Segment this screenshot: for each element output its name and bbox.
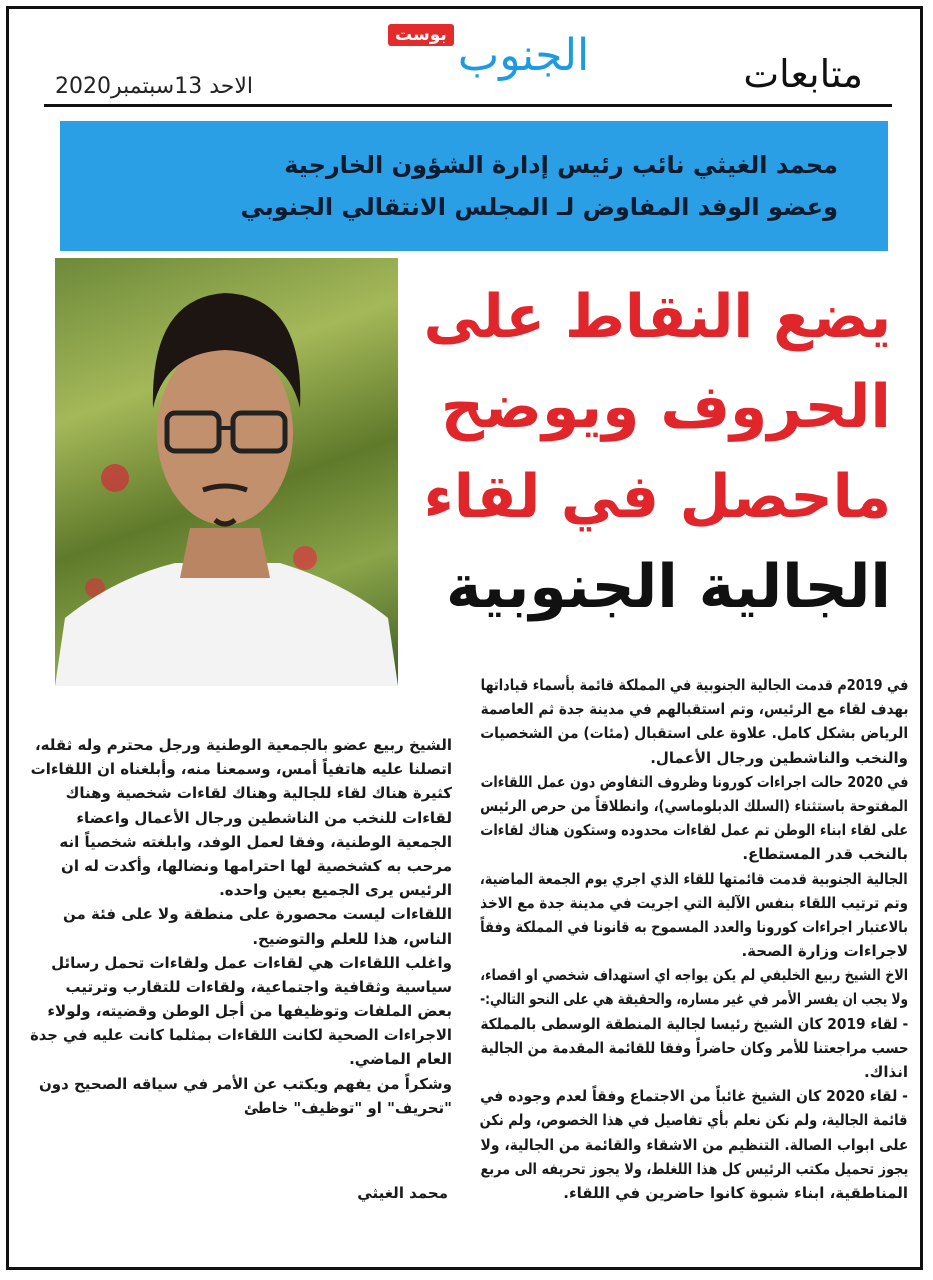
text-line: - لقاء 2019 كان الشيخ رئيسا لجالية المنطقة الوسطى بالمملكة bbox=[480, 1014, 908, 1033]
text-line: الرئيس يرى الجميع بعين واحده. bbox=[219, 881, 452, 900]
text-line: يجوز تحميل مكتب الرئيس كل هذا اللغلط، ولا يجوز تحريفه الى مربع bbox=[480, 1159, 908, 1178]
text-line: قائمة الجالية، ولم نكن نعلم بأي تفاصيل في هذا الخصوص، ولم نكن bbox=[480, 1111, 908, 1130]
text-line: الجمعية الوطنية، وفقا لعمل الوفد، وابلغته شخصياً انه bbox=[59, 832, 452, 851]
logo-name: الجنوب bbox=[457, 30, 590, 81]
banner-line: وعضو الوفد المفاوض لـ المجلس الانتقالي الجنوبي bbox=[240, 193, 838, 221]
text-line: لقاءات للنخب من الناشطين ورجال الأعمال واعضاء bbox=[76, 808, 452, 827]
text-line: مرحب به كشخصية لها احترامها ونضالها، وأكدت له ان bbox=[61, 856, 452, 875]
text-line: - لقاء 2020 كان الشيخ غائباً من الاجتماع وفقاً لعدم وجوده في bbox=[480, 1087, 908, 1106]
text-line: وتم ترتيب اللقاء بنفس الآلية التي اجريت في مدينة جدة مع الاخذ bbox=[480, 893, 908, 912]
text-line: واغلب اللقاءات هي لقاءات عمل ولقاءات تحمل رسائل bbox=[51, 953, 452, 972]
text-line: لاجراءات وزارة الصحة. bbox=[741, 942, 908, 961]
subtitle-banner bbox=[60, 121, 888, 251]
header-divider bbox=[44, 104, 892, 107]
headline-line: ماحصل في لقاء bbox=[423, 462, 891, 532]
main-headline bbox=[421, 272, 891, 632]
portrait-photo bbox=[55, 258, 398, 686]
text-line: في 2019م قدمت الجالية الجنوبية في المملكة قائمة بأسماء قياداتها bbox=[480, 676, 908, 694]
text-line: كثيرة هناك لقاء للجالية وهناك لقاءات شخصية وهناك bbox=[65, 784, 452, 803]
text-line: المفتوحة باستثناء (السلك الدبلوماسي)، وانطلاقاً من حرص الرئيس bbox=[480, 796, 908, 815]
text-line: بعض الملفات وتوظيفها من أجل الوطن وقضيته، ولولاء bbox=[47, 1002, 452, 1021]
text-line: اتصلنا عليه هاتفياً أمس، وسمعنا منه، وأبلغناه ان اللقاءات bbox=[30, 760, 452, 779]
text-line: الجالية الجنوبية قدمت قائمتها للقاء الذي اجري يوم الجمعة الماضية، bbox=[480, 869, 908, 888]
article-column-left bbox=[28, 733, 452, 1120]
text-line: سياسية وثقافية واجتماعية، ولقاءات للتقارب وترتيب bbox=[65, 977, 452, 996]
text-line: بالنخب قدر المستطاع. bbox=[742, 845, 908, 864]
banner-line: محمد الغيثي نائب رئيس إدارة الشؤون الخارجية bbox=[284, 151, 838, 179]
text-line: انذاك. bbox=[863, 1063, 908, 1081]
text-line: المناطقية، ابناء شبوة كانوا حاضرين في اللقاء. bbox=[563, 1183, 908, 1202]
text-line: ولا يجب ان يفسر الأمر في غير مساره، والحقيقة هي على النحو التالي:- bbox=[480, 990, 908, 1009]
text-line: "تحريف" او "توظيف" خاطئ bbox=[243, 1098, 452, 1117]
article-column-right bbox=[478, 673, 908, 1205]
section-title: متابعات bbox=[743, 52, 863, 96]
text-line: الاجراءات الصحية لكانت اللقاءات بمثلما كانت عليه في جدة bbox=[30, 1026, 452, 1045]
newspaper-logo bbox=[388, 22, 603, 92]
logo-badge: بوست bbox=[388, 24, 454, 46]
text-line: في 2020 حالت اجراءات كورونا وظروف التفاوض دون عمل اللقاءات bbox=[480, 772, 908, 791]
text-line: وشكراً من يفهم ويكتب عن الأمر في سياقه الصحيح دون bbox=[38, 1074, 452, 1093]
author-signature: محمد الغيثي bbox=[357, 1184, 448, 1202]
text-line: الرياض بشكل كامل. علاوة على استقبال (مئات) من الشخصيات bbox=[480, 724, 908, 743]
text-line: والنخب والناشطين ورجال الأعمال. bbox=[650, 748, 908, 767]
text-line: العام الماضي. bbox=[349, 1050, 452, 1069]
headline-line: الجالية الجنوبية bbox=[445, 552, 891, 622]
text-line: على ابواب الصالة. التنظيم من الاشقاء والقائمة من الجالية، ولا bbox=[480, 1135, 908, 1154]
text-line: الاخ الشيخ ربيع الخليفي لم يكن يواجه اي استهداف شخصي او اقصاء، bbox=[480, 966, 908, 985]
text-line: على لقاء ابناء الوطن تم عمل لقاءات محدوده وستكون هناك لقاءات bbox=[480, 821, 908, 840]
headline-line: الحروف ويوضح bbox=[440, 372, 891, 442]
text-line: الشيخ ربيع عضو بالجمعية الوطنية ورجل محترم وله ثقله، bbox=[34, 736, 452, 754]
headline-line: يضع النقاط على bbox=[423, 282, 891, 352]
text-line: حسب مراجعتنا للأمر وكان حاضراً وفقا للقائمة المقدمة من الجالية bbox=[480, 1038, 908, 1057]
issue-date: الاحد 13سبتمبر2020 bbox=[55, 74, 254, 99]
text-line: اللقاءات ليست محصورة على منطقة ولا على فئة من bbox=[63, 905, 452, 924]
text-line: الناس، هذا للعلم والتوضيح. bbox=[252, 929, 452, 948]
text-line: بالاعتبار اجراءات كورونا والعدد المسموح به قانونا في المملكة وفقاً bbox=[480, 917, 908, 936]
text-line: بهدف لقاء مع الرئيس، وتم استقبالهم في مدينة جدة ثم العاصمة bbox=[480, 700, 908, 719]
